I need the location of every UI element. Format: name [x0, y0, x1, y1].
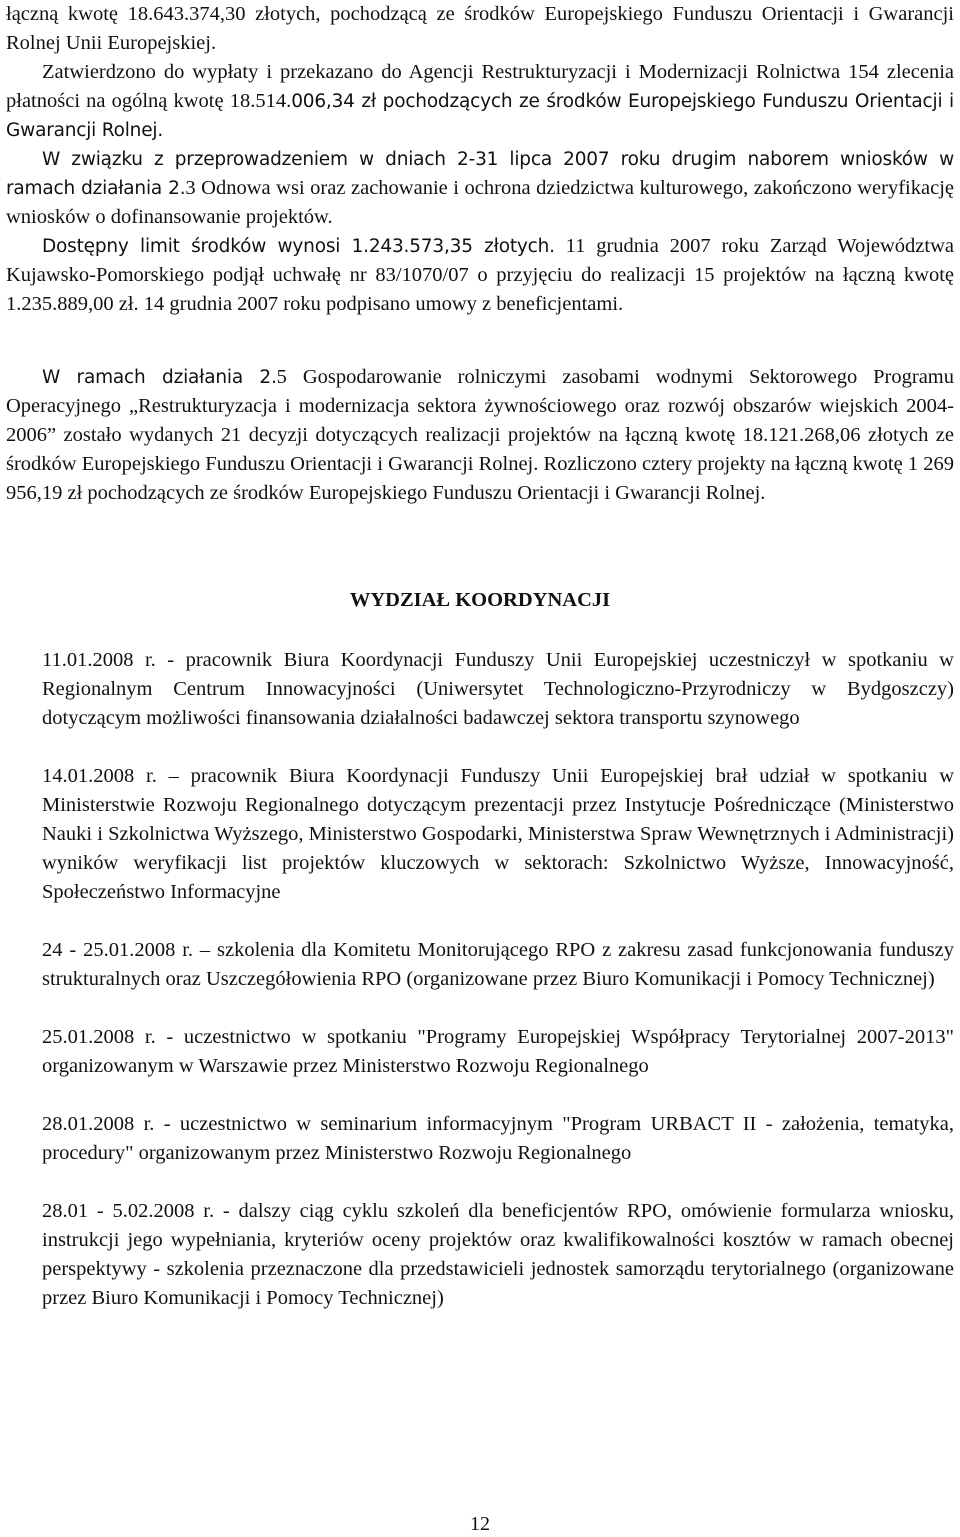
activity-entry: 28.01 - 5.02.2008 r. - dalszy ciąg cyklu szkoleń dla beneficjentów RPO, omówienie formularza wniosku, instrukcji jego wypełniania, kryteriów oceny projektów oraz kwalifikowalności kosztów w ramach obecnej perspektywy - szkolenia przeznaczone dla przedstawicieli jednostek samorządu terytorialnego (organizowane przez Biuro Komunikacji i Pomocy Technicznej) [42, 1200, 954, 1309]
section-heading: WYDZIAŁ KOORDYNACJI [349, 589, 611, 611]
paragraph-text-sans: 006,34 zł pochodzących ze środków Europejskiego Funduszu Orientacji i Gwarancji Rolnej. [6, 91, 954, 141]
paragraph-text-sans: Dostępny limit środków wynosi 1.243.573,35 złotych. [42, 236, 555, 257]
paragraph-text-serif: 3 Odnowa wsi oraz zachowanie i ochrona dziedzictwa kulturowego, zakończono weryfikację wniosków o dofinansowanie projektów. [6, 177, 954, 228]
paragraph-limit-resolution [6, 232, 954, 319]
paragraph-text-serif: 11 grudnia 2007 roku Zarząd Województwa Kujawsko-Pomorskiego podjął uchwałę nr 83/1070/07 o przyjęciu do realizacji 15 projektów na łączną kwotę 1.235.889,00 zł. [6, 235, 954, 315]
activity-entry: 24 - 25.01.2008 r. – szkolenia dla Komitetu Monitorującego RPO z zakresu zasad funkcjonowania funduszy strukturalnych oraz Uszczegółowienia RPO (organizowane przez Biuro Komunikacji i Pomocy Technicznej) [42, 939, 954, 990]
paragraph-text: łączną kwotę 18.643.374,30 złotych, pochodzącą ze środków Europejskiego Funduszu Orientacji i Gwarancji Rolnej Unii Europejskiej. [6, 3, 954, 54]
paragraph-text-serif: Zatwierdzono do wypłaty i przekazano do Agencji Restrukturyzacji i Modernizacji Rolnictwa 154 zlecenia płatności na ogólną kwotę 18.514. [6, 61, 954, 112]
paragraph-water-resources [6, 363, 954, 508]
activity-entry: 14.01.2008 r. – pracownik Biura Koordynacji Funduszy Unii Europejskiej brał udział w spotkaniu w Ministerstwie Rozwoju Regionalnego dotyczącym prezentacji przez Instytucje Pośredniczące (Ministerstwo Nauki i Szkolnictwa Wyższego, Ministerstwo Gospodarki, Ministerstwa Spraw Wewnętrznych i Administracji) wyników weryfikacji list projektów kluczowych w sektorach: Szkolnictwo Wyższe, Innowacyjność, Społeczeństwo Informacyjne [42, 765, 954, 903]
paragraph-payment-orders [6, 58, 954, 145]
paragraph-text-sans: W ramach działania 2. [42, 367, 277, 388]
paragraph-text-serif: 5 Gospodarowanie rolniczymi zasobami wodnymi Sektorowego Programu Operacyjnego „Restrukturyzacja i modernizacja sektora żywnościowego oraz rozwój obszarów wiejskich 2004-2006” zostało wydanych 21 decyzji dotyczących realizacji projektów na łączną kwotę 18.121.268,06 złotych ze środków Europejskiego Funduszu Orientacji i Gwarancji Rolnej. Rozliczono cztery projekty na łączną kwotę 1 269 956,19 zł pochodzących ze środków Europejskiego Funduszu Orientacji i Gwarancji Rolnej. [6, 366, 954, 504]
activity-entry: 25.01.2008 r. - uczestnictwo w spotkaniu "Programy Europejskiej Współpracy Terytorialnej 2007-2013" organizowanym w Warszawie przez Ministerstwo Rozwoju Regionalnego [42, 1026, 954, 1077]
activity-entry: 28.01.2008 r. - uczestnictwo w seminarium informacyjnym "Program URBACT II - założenia, tematyka, procedury" organizowanym przez Ministerstwo Rozwoju Regionalnego [42, 1113, 954, 1164]
paragraph-funds-total [6, 0, 954, 58]
paragraph-text-sans: W związku z przeprowadzeniem w dniach 2-31 lipca 2007 roku drugim naborem wniosków w ramach działania 2. [6, 149, 954, 199]
activity-entry: 11.01.2008 r. - pracownik Biura Koordynacji Funduszy Unii Europejskiej uczestniczył w spotkaniu w Regionalnym Centrum Innowacyjności (Uniwersytet Technologiczno-Przyrodniczy w Bydgoszczy) dotyczącym możliwości finansowania działalności badawczej sektora transportu szynowego [42, 649, 954, 729]
paragraph-text-serif: 14 grudnia 2007 roku podpisano umowy z beneficjentami. [138, 293, 624, 315]
paragraph-second-call [6, 145, 954, 232]
page-number: 12 [470, 1513, 490, 1535]
